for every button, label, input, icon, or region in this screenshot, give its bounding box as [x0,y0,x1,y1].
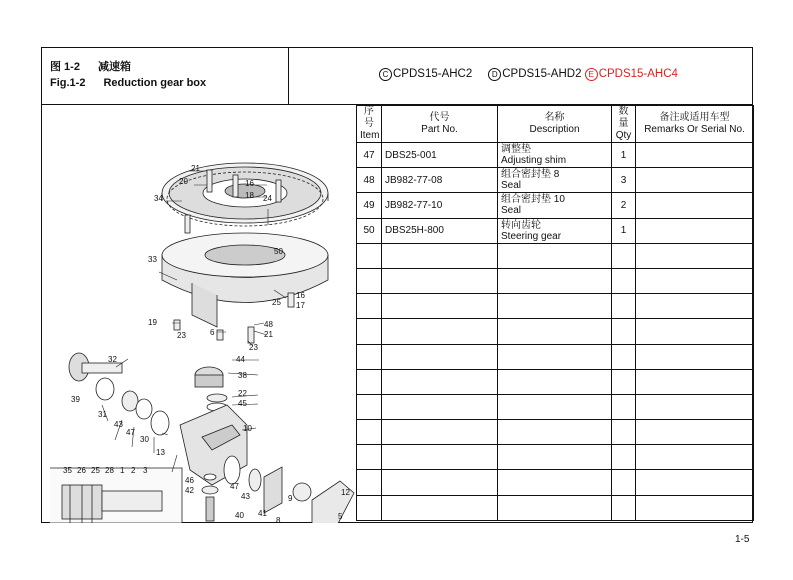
callout: 30 [140,435,149,444]
table-row-empty [357,319,754,344]
callout: 43 [241,492,250,501]
callout: 2 [131,466,136,475]
callout: 12 [341,488,350,497]
callout: 44 [236,355,245,364]
callout: 23 [249,343,258,352]
circle-mark-c: C [379,68,392,81]
cell-remarks [636,218,754,243]
empty-cell [357,243,382,268]
callout: 21 [264,330,273,339]
page-frame [41,47,753,523]
empty-cell [357,344,382,369]
callout: 25 [272,298,281,307]
page-number: 1-5 [735,534,750,545]
empty-cell [382,470,498,495]
empty-cell [498,369,612,394]
callout: 39 [71,395,80,404]
figure-title-cn: 减速箱 [97,61,131,73]
table-row-empty [357,243,754,268]
empty-cell [498,294,612,319]
empty-cell [636,319,754,344]
circle-mark-d: D [488,68,501,81]
table-header-row [357,106,754,143]
cell-remarks [636,143,754,168]
cell-remarks [636,168,754,193]
callout: 35 [63,466,72,475]
table-row-empty [357,445,754,470]
empty-cell [357,294,382,319]
empty-cell [382,319,498,344]
empty-cell [636,495,754,520]
callout: 17 [296,301,305,310]
empty-cell [382,243,498,268]
table-row [357,193,754,218]
cell-remarks [636,193,754,218]
empty-cell [498,420,612,445]
empty-cell [382,445,498,470]
empty-cell [636,420,754,445]
callout: 20 [179,177,188,186]
callout: 18 [245,191,254,200]
empty-cell [636,369,754,394]
cell-qty: 2 [612,193,636,218]
cell-part-no: JB982-77-10 [382,193,498,218]
empty-cell [498,394,612,419]
callout: 8 [276,516,281,523]
col-header-item: 序号 Item [357,106,382,143]
callout: 19 [148,318,157,327]
empty-cell [498,319,612,344]
table-row-empty [357,344,754,369]
callout: 21 [191,164,200,173]
callout: 47 [126,428,135,437]
empty-cell [636,445,754,470]
empty-cell [636,294,754,319]
callout: 1 [120,466,125,475]
empty-cell [357,319,382,344]
callout: 23 [177,331,186,340]
callout: 16 [245,179,254,188]
empty-cell [498,470,612,495]
callout: 34 [154,194,163,203]
empty-cell [382,268,498,293]
cell-item: 49 [357,193,382,218]
empty-cell [612,420,636,445]
model-c: C CPDS15-AHC2 [379,68,472,80]
cell-description: 组合密封垫 8 Seal [498,168,612,193]
empty-cell [357,470,382,495]
callout: 9 [288,494,293,503]
model-d: D CPDS15-AHD2 [488,68,581,80]
callout: 33 [148,255,157,264]
table-row-empty [357,294,754,319]
empty-cell [382,420,498,445]
empty-cell [498,445,612,470]
cell-part-no: JB982-77-08 [382,168,498,193]
empty-cell [382,294,498,319]
callout: 32 [108,355,117,364]
empty-cell [636,268,754,293]
callout: 26 [77,466,86,475]
callout: 48 [264,320,273,329]
callout: 40 [235,511,244,520]
cell-item: 50 [357,218,382,243]
callout: 6 [210,328,215,337]
empty-cell [357,445,382,470]
empty-cell [636,344,754,369]
callout: 43 [114,420,123,429]
cell-part-no: DBS25H-800 [382,218,498,243]
col-header-remarks: 备注或适用车型 Remarks Or Serial No. [636,106,754,143]
empty-cell [498,495,612,520]
callout: 47 [230,482,239,491]
empty-cell [636,243,754,268]
pinion-gear [195,367,227,411]
table-row [357,218,754,243]
empty-cell [357,268,382,293]
callout: 46 [185,476,194,485]
cell-qty: 1 [612,143,636,168]
empty-cell [612,495,636,520]
empty-cell [357,495,382,520]
callout: 45 [238,399,247,408]
callout: 3 [143,466,148,475]
empty-cell [382,394,498,419]
empty-cell [612,268,636,293]
col-header-qty: 数量 Qty [612,106,636,143]
callout: 5 [338,512,343,521]
figure-label-cn: 图 1-2 [50,61,80,73]
empty-cell [612,319,636,344]
table-row-empty [357,268,754,293]
cell-description: 组合密封垫 10 Seal [498,193,612,218]
empty-cell [612,394,636,419]
callout: 25 [91,466,100,475]
callout: 31 [98,410,107,419]
table-row-empty [357,369,754,394]
callout: 38 [238,371,247,380]
model-e: E CPDS15-AHC4 [585,68,678,80]
model-list [289,48,752,104]
col-header-description: 名称 Description [498,106,612,143]
callout: 41 [258,509,267,518]
empty-cell [382,369,498,394]
callout: 13 [156,448,165,457]
table-row-empty [357,394,754,419]
empty-cell [382,344,498,369]
cell-part-no: DBS25-001 [382,143,498,168]
empty-cell [612,445,636,470]
empty-cell [498,344,612,369]
table-row [357,143,754,168]
cell-qty: 3 [612,168,636,193]
empty-cell [498,268,612,293]
gear-housing [162,233,328,327]
empty-cell [636,470,754,495]
cell-description: 转向齿轮 Steering gear [498,218,612,243]
empty-cell [612,344,636,369]
empty-cell [357,369,382,394]
empty-cell [498,243,612,268]
col-header-part-no: 代号 Part No. [382,106,498,143]
section-view [50,468,182,523]
empty-cell [357,394,382,419]
circle-mark-e: E [585,68,598,81]
table-row-empty [357,470,754,495]
cell-item: 47 [357,143,382,168]
empty-cell [382,495,498,520]
empty-cell [612,369,636,394]
parts-table [356,105,754,521]
table-row-empty [357,420,754,445]
callout: 24 [263,194,272,203]
callout: 22 [238,389,247,398]
callout: 28 [105,466,114,475]
figure-title-block [42,48,289,104]
empty-cell [357,420,382,445]
exploded-gearbox-diagram [42,105,356,523]
empty-cell [612,294,636,319]
callout: 16 [296,291,305,300]
cell-qty: 1 [612,218,636,243]
table-row-empty [357,495,754,520]
callout: 50 [274,247,283,256]
empty-cell [636,394,754,419]
figure-label-en: Fig.1-2 [50,77,86,89]
callout: 10 [243,424,252,433]
cell-description: 调整垫 Adjusting shim [498,143,612,168]
callout: 42 [185,486,194,495]
figure-title-en: Reduction gear box [103,77,207,89]
empty-cell [612,470,636,495]
table-row [357,168,754,193]
empty-cell [612,243,636,268]
cell-item: 48 [357,168,382,193]
